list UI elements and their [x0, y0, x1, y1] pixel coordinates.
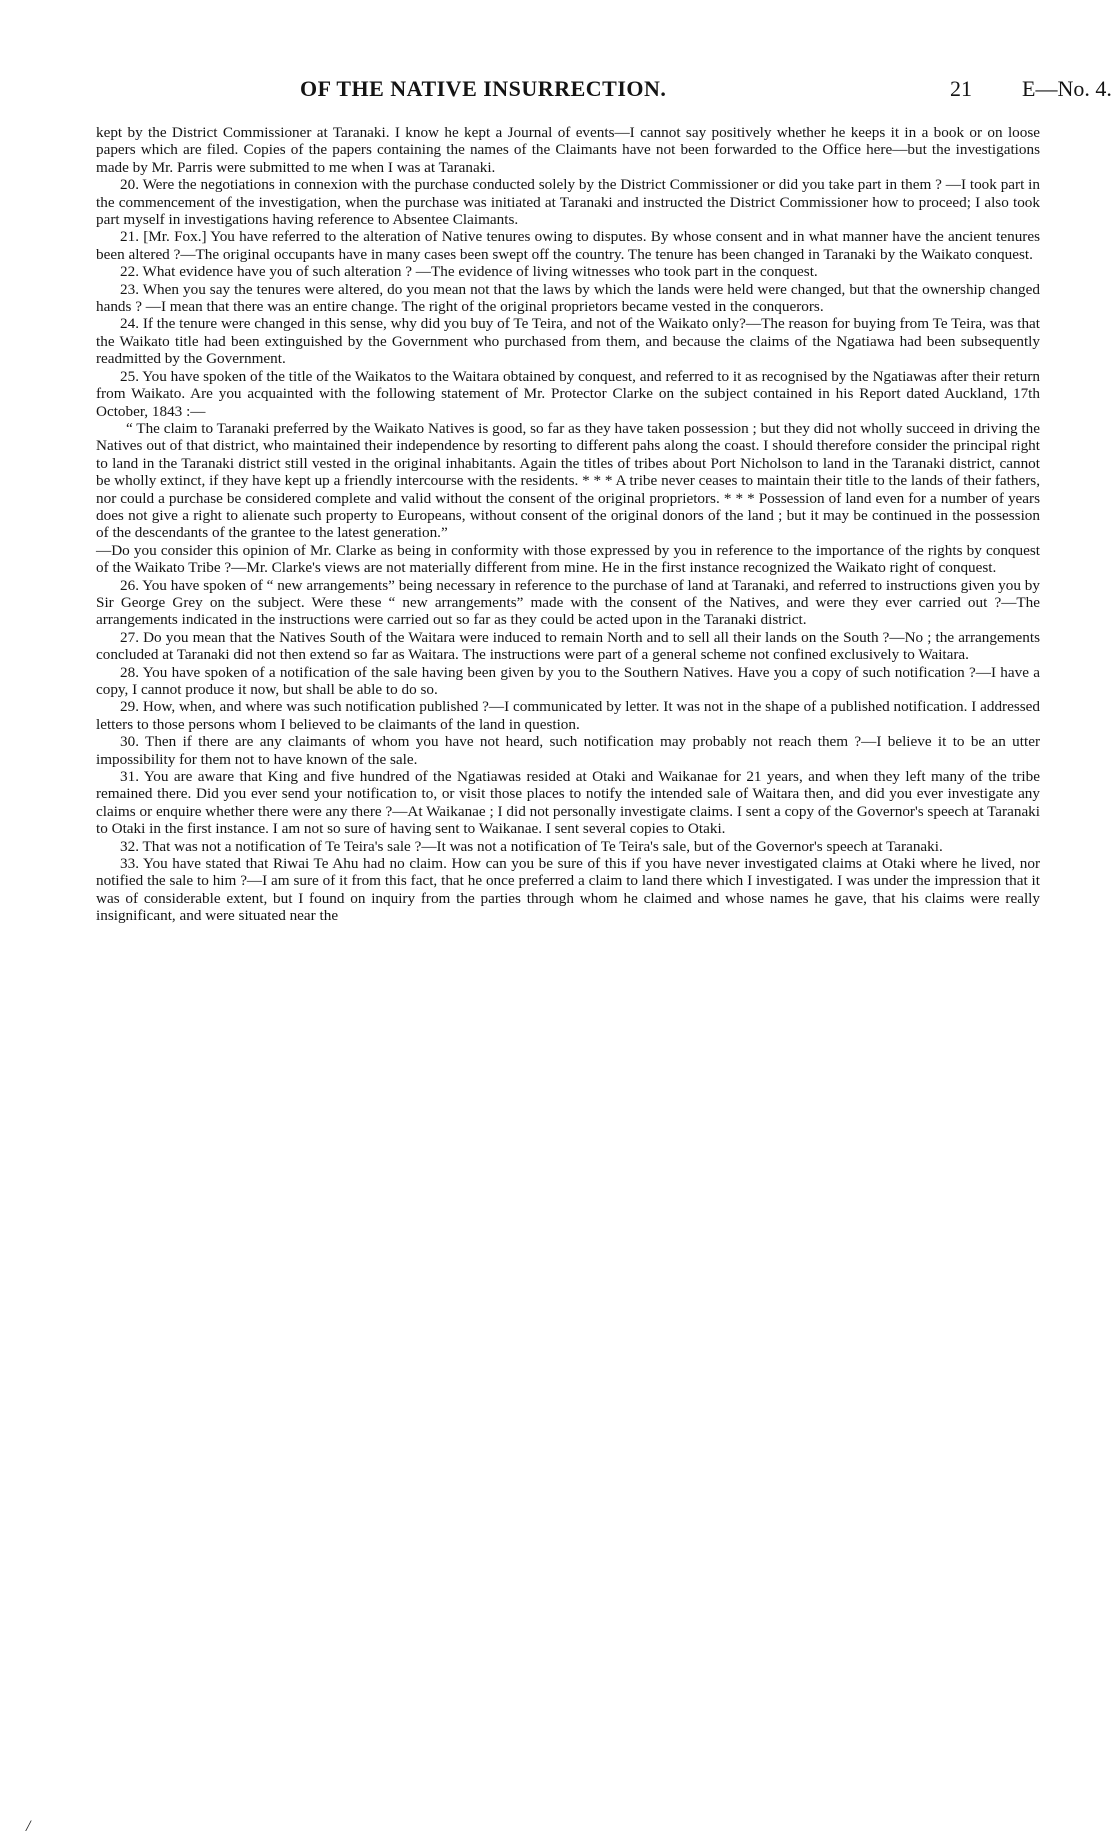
paragraph-q33: 33. You have stated that Riwai Te Ahu had no claim. How can you be sure of this if you have never investigated claims at Otaki where he lived, nor notified the sale to him ?—I am sure of it from this fact, that he once preferred a claim to land there which I investigated. I was under the impression that it was of considerable extent, but I found on inquiry from the parties through whom he claimed and whose names he gave, that his claims were really insignificant, and were situated near the	[96, 855, 1040, 925]
paragraph-q25-continued: —Do you consider this opinion of Mr. Clarke as being in conformity with those expressed by you in reference to the importance of the rights by conquest of the Waikato Tribe ?—Mr. Clarke's views are not materially different from mine. He in the first instance recognized the Waikato right of conquest.	[96, 541, 1040, 577]
paragraph-q29: 29. How, when, and where was such notification published ?—I communicated by letter. It was not in the shape of a published notification. I addressed letters to those persons whom I believed to be claimants of the land in question.	[96, 698, 1040, 733]
paragraph-q28: 28. You have spoken of a notification of the sale having been given by you to the Southern Natives. Have you a copy of such notification ?—I have a copy, I cannot produce it now, but shall be able to do so.	[96, 663, 1040, 698]
paragraph-q32: 32. That was not a notification of Te Teira's sale ?—It was not a notification of Te Teira's sale, but of the Governor's speech at Taranaki.	[120, 837, 943, 855]
paragraph-q24: 24. If the tenure were changed in this sense, why did you buy of Te Teira, and not of the Waikato only?—The reason for buying from Te Teira, was that the Waikato title had been extinguished by the Government who purchased from them, and because the claims of the Ngatiawa had been subsequently readmitted by the Government.	[96, 315, 1040, 368]
margin-mark: /	[26, 1818, 31, 1835]
paragraph-q31: 31. You are aware that King and five hundred of the Ngatiawas resided at Otaki and Waikanae for 21 years, and when they left many of the tribe remained there. Did you ever send your notification to, or visit those places to notify the intended sale of Waitara then, and did you ever investigate any claims or enquire whether there were any there ?—At Waikanae ; I did not personally investigate claims. I sent a copy of the Governor's speech at Taranaki to Otaki in the first instance. I am not so sure of having sent to Waikanae. I sent several copies to Otaki.	[96, 768, 1040, 838]
paragraph-q26: 26. You have spoken of “ new arrangements” being necessary in reference to the purchase of land at Taranaki, and referred to instructions given you by Sir George Grey on the subject. Were these “ new arrangements” made with the consent of the Natives, and were they ever carried out ?—The arrangements indicated in the instructions were carried out so far as they could be acted upon in the Taranaki district.	[96, 576, 1040, 629]
running-header	[0, 76, 1114, 110]
paragraph-q30: 30. Then if there are any claimants of whom you have not heard, such notification may probably not reach them ?—I believe it to be an utter impossibility for them not to have known of the sale.	[96, 733, 1040, 768]
paragraph-q25: 25. You have spoken of the title of the Waikatos to the Waitara obtained by conquest, and referred to it as recognised by the Ngatiawas after their return from Waikato. Are you acquainted with the following statement of Mr. Protector Clarke on the subject contained in his Report dated Auckland, 17th October, 1843 :—	[96, 367, 1040, 420]
block-quote-clarke: “ The claim to Taranaki preferred by the Waikato Natives is good, so far as they have taken possession ; but they did not wholly succeed in driving the Natives out of that district, who maintained their independence by resorting to different pahs along the coast. I should therefore consider the principal right to land in the Taranaki district still vested in the original inhabitants. Again the titles of tribes about Port Nicholson to land in the Taranaki district, cannot be wholly extinct, if they have kept up a friendly intercourse with the residents. * * * A tribe never ceases to maintain their title to the lands of their fathers, nor could a purchase be considered complete and valid without the consent of the original proprietors. * * * Possession of land even for a number of years does not give a right to alienate such property to Europeans, without consent of the original donors of the land ; but it may be continued in the possession of the descendants of the grantee to the latest generation.”	[96, 419, 1040, 542]
document-body	[96, 124, 1040, 925]
series-number: E—No. 4.	[1022, 76, 1112, 101]
header-title: OF THE NATIVE INSURRECTION.	[300, 76, 667, 101]
paragraph-q22: 22. What evidence have you of such alteration ? —The evidence of living witnesses who took part in the conquest.	[120, 263, 818, 281]
paragraph-q20: 20. Were the negotiations in connexion with the purchase conducted solely by the District Commissioner or did you take part in them ? —I took part in the commencement of the investigation, when the purchase was initiated at Taranaki and instructed the District Commissioner how to proceed; I also took part myself in investigations having reference to Absentee Claimants.	[96, 176, 1040, 229]
page-number: 21	[950, 76, 972, 101]
paragraph-q27: 27. Do you mean that the Natives South of the Waitara were induced to remain North and to sell all their lands on the South ?—No ; the arrangements concluded at Taranaki did not then extend so far as Waitara. The instructions were part of a general scheme not confined exclusively to Waitara.	[96, 628, 1040, 664]
paragraph-q21: 21. [Mr. Fox.] You have referred to the alteration of Native tenures owing to disputes. By whose consent and in what manner have the ancient tenures been altered ?—The original occupants have in many cases been swept off the country. The tenure has been changed in Taranaki by the Waikato conquest.	[96, 228, 1040, 263]
paragraph: kept by the District Commissioner at Taranaki. I know he kept a Journal of events—I cannot say positively whether he keeps it in a book or on loose papers which are filed. Copies of the papers containing the names of the Claimants have not been forwarded to the Office here—but the investigations made by Mr. Parris were submitted to me when I was at Taranaki.	[96, 124, 1040, 176]
paragraph-q23: 23. When you say the tenures were altered, do you mean not that the laws by which the lands were held were changed, but that the ownership changed hands ? —I mean that there was an entire change. The right of the original proprietors became vested in the conquerors.	[96, 280, 1040, 316]
